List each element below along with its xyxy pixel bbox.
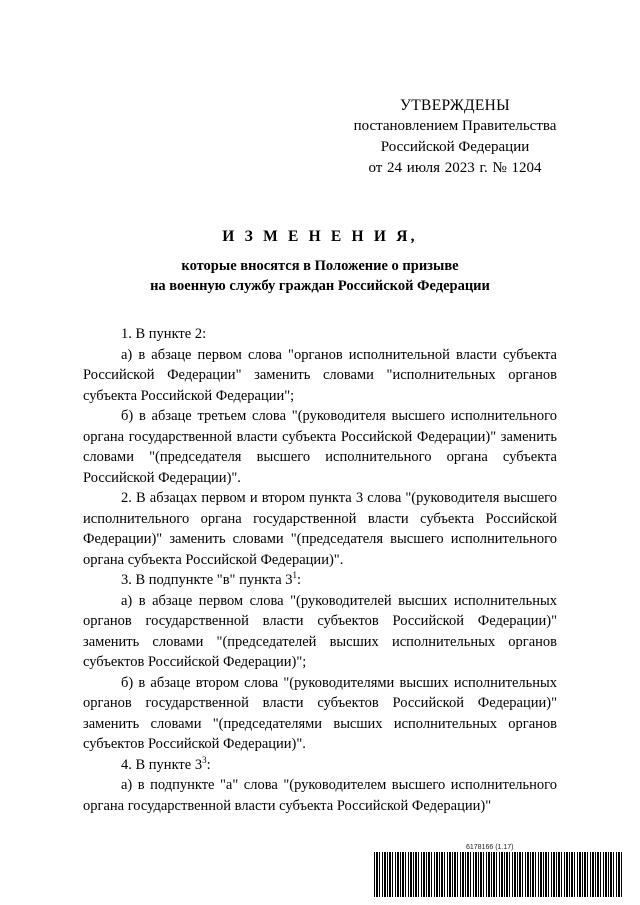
point-3-superscript: 1 [292,570,298,580]
paragraph-point-3-intro [83,570,557,591]
document-heading [70,228,570,296]
paragraph: б) в абзаце третьем слова "(руководителя высшего исполнительного органа государственной власти субъекта Российской Федерации)" заменить словами "(председателя высшего исполнительного органа субъекта Российской Федерации)". [83,408,557,486]
paragraph: а) в подпункте "а" слова "(руководителем высшего исполнительного органа государственной власти субъекта Российской Федерации)" [83,777,557,814]
point-4-superscript: 3 [202,754,207,765]
paragraph: б) в абзаце втором слова "(руководителями высших исполнительных органов государственной власти субъектов Российской Федерации)" заменить словами "(председателями высших исполнительных органов субъектов Российской Федерации)". [83,674,557,752]
paragraph: 1. В пункте 2: [121,326,207,342]
approval-date-line: от 24 июля 2023 г. № 1204 [368,160,542,176]
point-4-intro-text: 4. В пункте 3 [121,756,203,773]
approval-line-2: Российской Федерации [380,139,530,155]
document-body [83,324,557,816]
document-code: 6178166 (1.17) [466,844,514,851]
paragraph: 2. В абзацах первом и втором пункта 3 слова "(руководителя высшего исполнительного органа государственной власти субъекта Российской Федерации)" заменить словами "(председателя высшего исполнительного органа субъекта Российской Федерации)". [83,490,557,568]
point-3-intro-tail: : [297,572,302,588]
document-subtitle-line-1: которые вносятся в Положение о призыве [181,258,459,274]
approval-block [330,95,580,179]
paragraph-point-4-intro [83,755,557,776]
document-title: И З М Е Н Е Н И Я, [222,228,418,245]
paragraph: а) в абзаце первом слова "органов исполнительной власти субъекта Российской Федерации" заменить словами "исполнительных органов субъекта Российской Федерации"; [83,346,557,404]
approval-line-1: постановлением Правительства [353,118,557,134]
paragraph: а) в абзаце первом слова "(руководителей высших исполнительных органов государственной власти субъектов Российской Федерации)" заменить словами "(председателей высших исполнительных органов субъектов Российской Федерации)"; [83,592,557,670]
barcode [374,852,622,897]
approval-title: УТВЕРЖДЕНЫ [400,97,510,114]
point-3-intro-text: 3. В подпункте "в" пункта 3 [121,572,293,588]
document-subtitle-line-2: на военную службу граждан Российской Федерации [150,278,490,294]
point-4-intro-tail: : [206,756,211,773]
